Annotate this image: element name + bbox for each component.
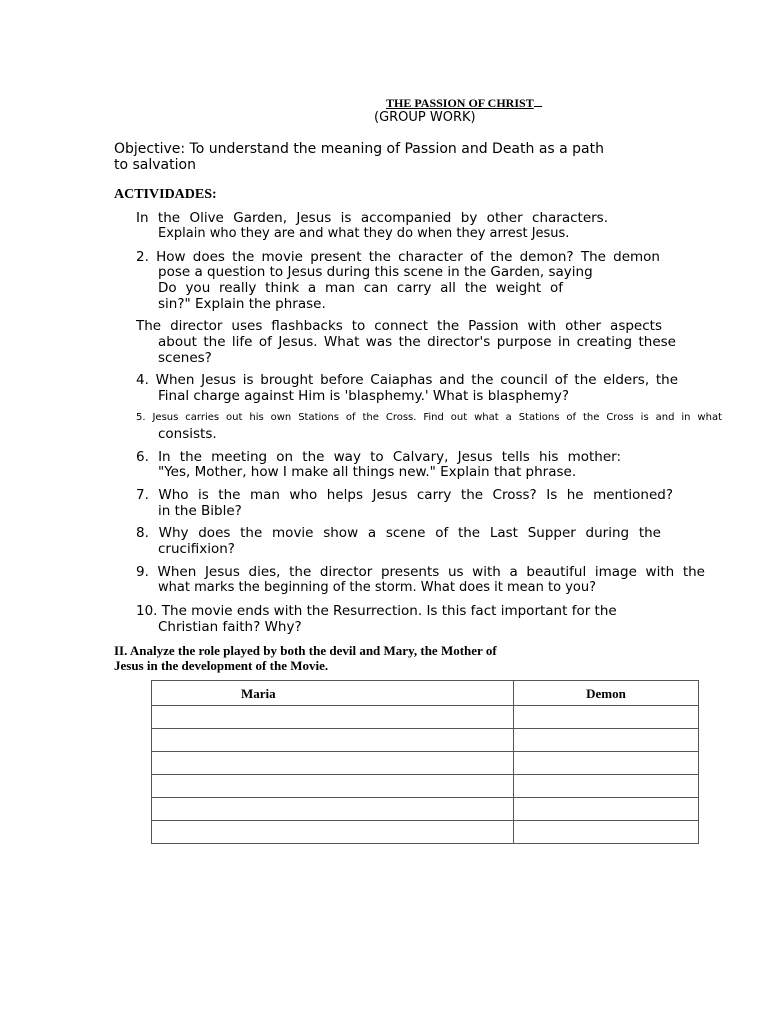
table-cell-demon[interactable] (514, 706, 699, 729)
question-10-line-2: Christian faith? Why? (158, 619, 302, 635)
question-6-line-1: 6. In the meeting on the way to Calvary, Jesus tells his mother: (136, 449, 621, 465)
table-cell-demon[interactable] (514, 798, 699, 821)
part-two-heading (114, 643, 497, 673)
question-3-line-3: scenes? (158, 350, 212, 366)
table-cell-maria[interactable] (152, 729, 514, 752)
table-cell-maria[interactable] (152, 798, 514, 821)
question-1-line-1: In the Olive Garden, Jesus is accompanied by other characters. (136, 210, 608, 226)
table-cell-demon[interactable] (514, 775, 699, 798)
table-row (152, 706, 699, 729)
question-4-line-2: Final charge against Him is 'blasphemy.' What is blasphemy? (158, 388, 570, 404)
question-2-line-4: sin?" Explain the phrase. (158, 296, 326, 312)
table-row (152, 821, 699, 844)
question-6-line-2: "Yes, Mother, how I make all things new." Explain that phrase. (158, 464, 577, 480)
question-9-line-2: what marks the beginning of the storm. What does it mean to you? (158, 580, 596, 595)
table-row (152, 752, 699, 775)
part-two-line-2: Jesus in the development of the Movie. (114, 658, 329, 673)
question-8-line-2: crucifixion? (158, 541, 235, 557)
question-8-line-1: 8. Why does the movie show a scene of the Last Supper during the (136, 525, 661, 541)
question-4-line-1: 4. When Jesus is brought before Caiaphas and the council of the elders, the (136, 372, 678, 388)
table-header-row (152, 681, 699, 706)
part-two-line-1: II. Analyze the role played by both the devil and Mary, the Mother of (114, 643, 497, 658)
table-header-demon: Demon (514, 681, 699, 706)
table-cell-demon[interactable] (514, 729, 699, 752)
table-cell-maria[interactable] (152, 821, 514, 844)
table-header-maria: Maria (152, 681, 514, 706)
question-3-line-2: about the life of Jesus. What was the director's purpose in creating these (158, 334, 676, 350)
table-cell-maria[interactable] (152, 752, 514, 775)
question-1-line-2: Explain who they are and what they do when they arrest Jesus. (158, 226, 570, 241)
table-cell-maria[interactable] (152, 706, 514, 729)
question-3-line-1: The director uses flashbacks to connect the Passion with other aspects (136, 318, 662, 334)
table-row (152, 775, 699, 798)
question-5-line-1: 5. Jesus carries out his own Stations of the Cross. Find out what a Stations of the Cross is and in what (136, 412, 722, 423)
question-10-line-1: 10. The movie ends with the Resurrection. Is this fact important for the (136, 603, 617, 619)
table-cell-demon[interactable] (514, 821, 699, 844)
question-2-line-2: pose a question to Jesus during this scene in the Garden, saying (158, 264, 593, 280)
section-heading: ACTIVIDADES: (114, 187, 217, 202)
question-7-line-1: 7. Who is the man who helps Jesus carry the Cross? Is he mentioned? (136, 487, 673, 503)
analysis-table (151, 680, 699, 844)
question-5-line-2: consists. (158, 426, 217, 442)
question-7-line-2: in the Bible? (158, 503, 242, 519)
document-title: THE PASSION OF CHRIST (386, 95, 542, 111)
table-cell-demon[interactable] (514, 752, 699, 775)
question-9-line-1: 9. When Jesus dies, the director presents us with a beautiful image with the (136, 564, 705, 580)
question-2-line-3: Do you really think a man can carry all the weight of (158, 280, 563, 296)
question-2-line-1: 2. How does the movie present the character of the demon? The demon (136, 249, 660, 265)
table-row (152, 729, 699, 752)
table-cell-maria[interactable] (152, 775, 514, 798)
table-row (152, 798, 699, 821)
document-subtitle: (GROUP WORK) (374, 110, 476, 125)
objective-text: Objective: To understand the meaning of Passion and Death as a path to salvation (114, 141, 604, 173)
